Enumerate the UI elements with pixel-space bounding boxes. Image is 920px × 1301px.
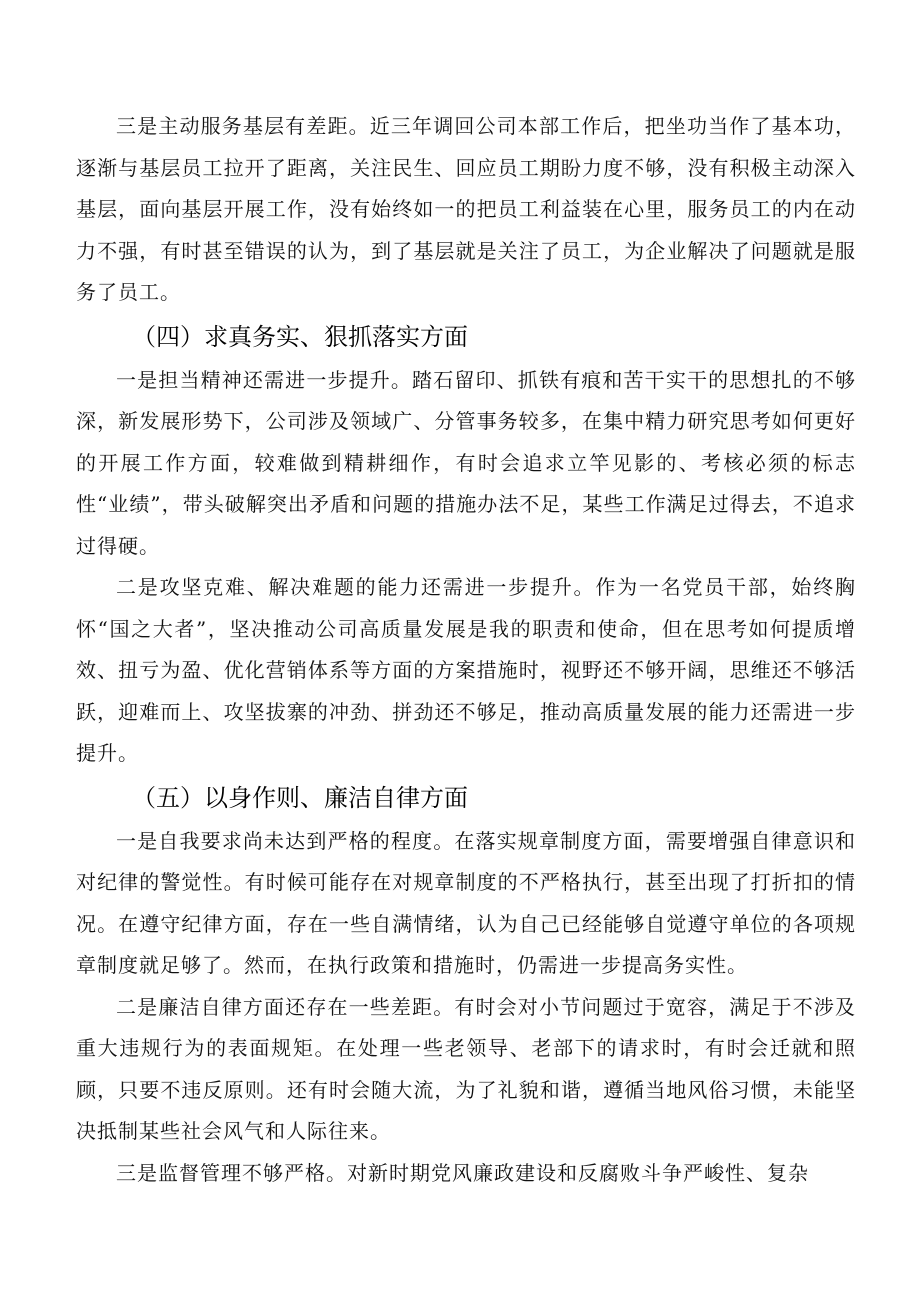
section-heading-5: （五）以身作则、廉洁自律方面 xyxy=(132,783,468,812)
paragraph-integrity: 二是廉洁自律方面还存在一些差距。有时会对小节问题过于宽容，满足于不涉及重大违规行为的表面规矩。在处理一些老领导、老部下的请求时，有时会迁就和照顾，只要不违反原则。还有时会随大流，为了礼貌和谐，遵循当地风俗习惯，未能坚决抵制某些社会风气和人际往来。 xyxy=(76,994,856,1143)
paragraph-supervision: 三是监督管理不够严格。对新时期党风廉政建设和反腐败斗争严峻性、复杂 xyxy=(116,1160,809,1185)
paragraph-self-discipline: 一是自我要求尚未达到严格的程度。在落实规章制度方面，需要增强自律意识和对纪律的警觉性。有时候可能存在对规章制度的不严格执行，甚至出现了打折扣的情况。在遵守纪律方面，存在一些自满情绪，认为自己已经能够自觉遵守单位的各项规章制度就足够了。然而，在执行政策和措施时，仍需进一步提高务实性。 xyxy=(76,828,856,977)
section-heading-4: （四）求真务实、狠抓落实方面 xyxy=(132,322,468,351)
paragraph-service-gap: 三是主动服务基层有差距。近三年调回公司本部工作后，把坐功当作了基本功，逐渐与基层员工拉开了距离，关注民生、回应员工期盼力度不够，没有积极主动深入基层，面向基层开展工作，没有始终如一的把员工利益装在心里，服务员工的内在动力不强，有时甚至错误的认为，到了基层就是关注了员工，为企业解决了问题就是服务了员工。 xyxy=(76,114,856,304)
paragraph-responsibility: 一是担当精神还需进一步提升。踏石留印、抓铁有痕和苦干实干的思想扎的不够深，新发展形势下，公司涉及领域广、分管事务较多，在集中精力研究思考如何更好的开展工作方面，较难做到精耕细作，有时会追求立竿见影的、考核必须的标志性“业绩”，带头破解突出矛盾和问题的措施办法不足，某些工作满足过得去，不追求过得硬。 xyxy=(76,367,856,558)
paragraph-problem-solving: 二是攻坚克难、解决难题的能力还需进一步提升。作为一名党员干部，始终胸怀“国之大者”，坚决推动公司高质量发展是我的职责和使命，但在思考如何提质增效、扭亏为盈、优化营销体系等方面的方案措施时，视野还不够开阔，思维还不够活跃，迎难而上、攻坚拔寨的冲劲、拼劲还不够足，推动高质量发展的能力还需进一步提升。 xyxy=(76,575,856,765)
